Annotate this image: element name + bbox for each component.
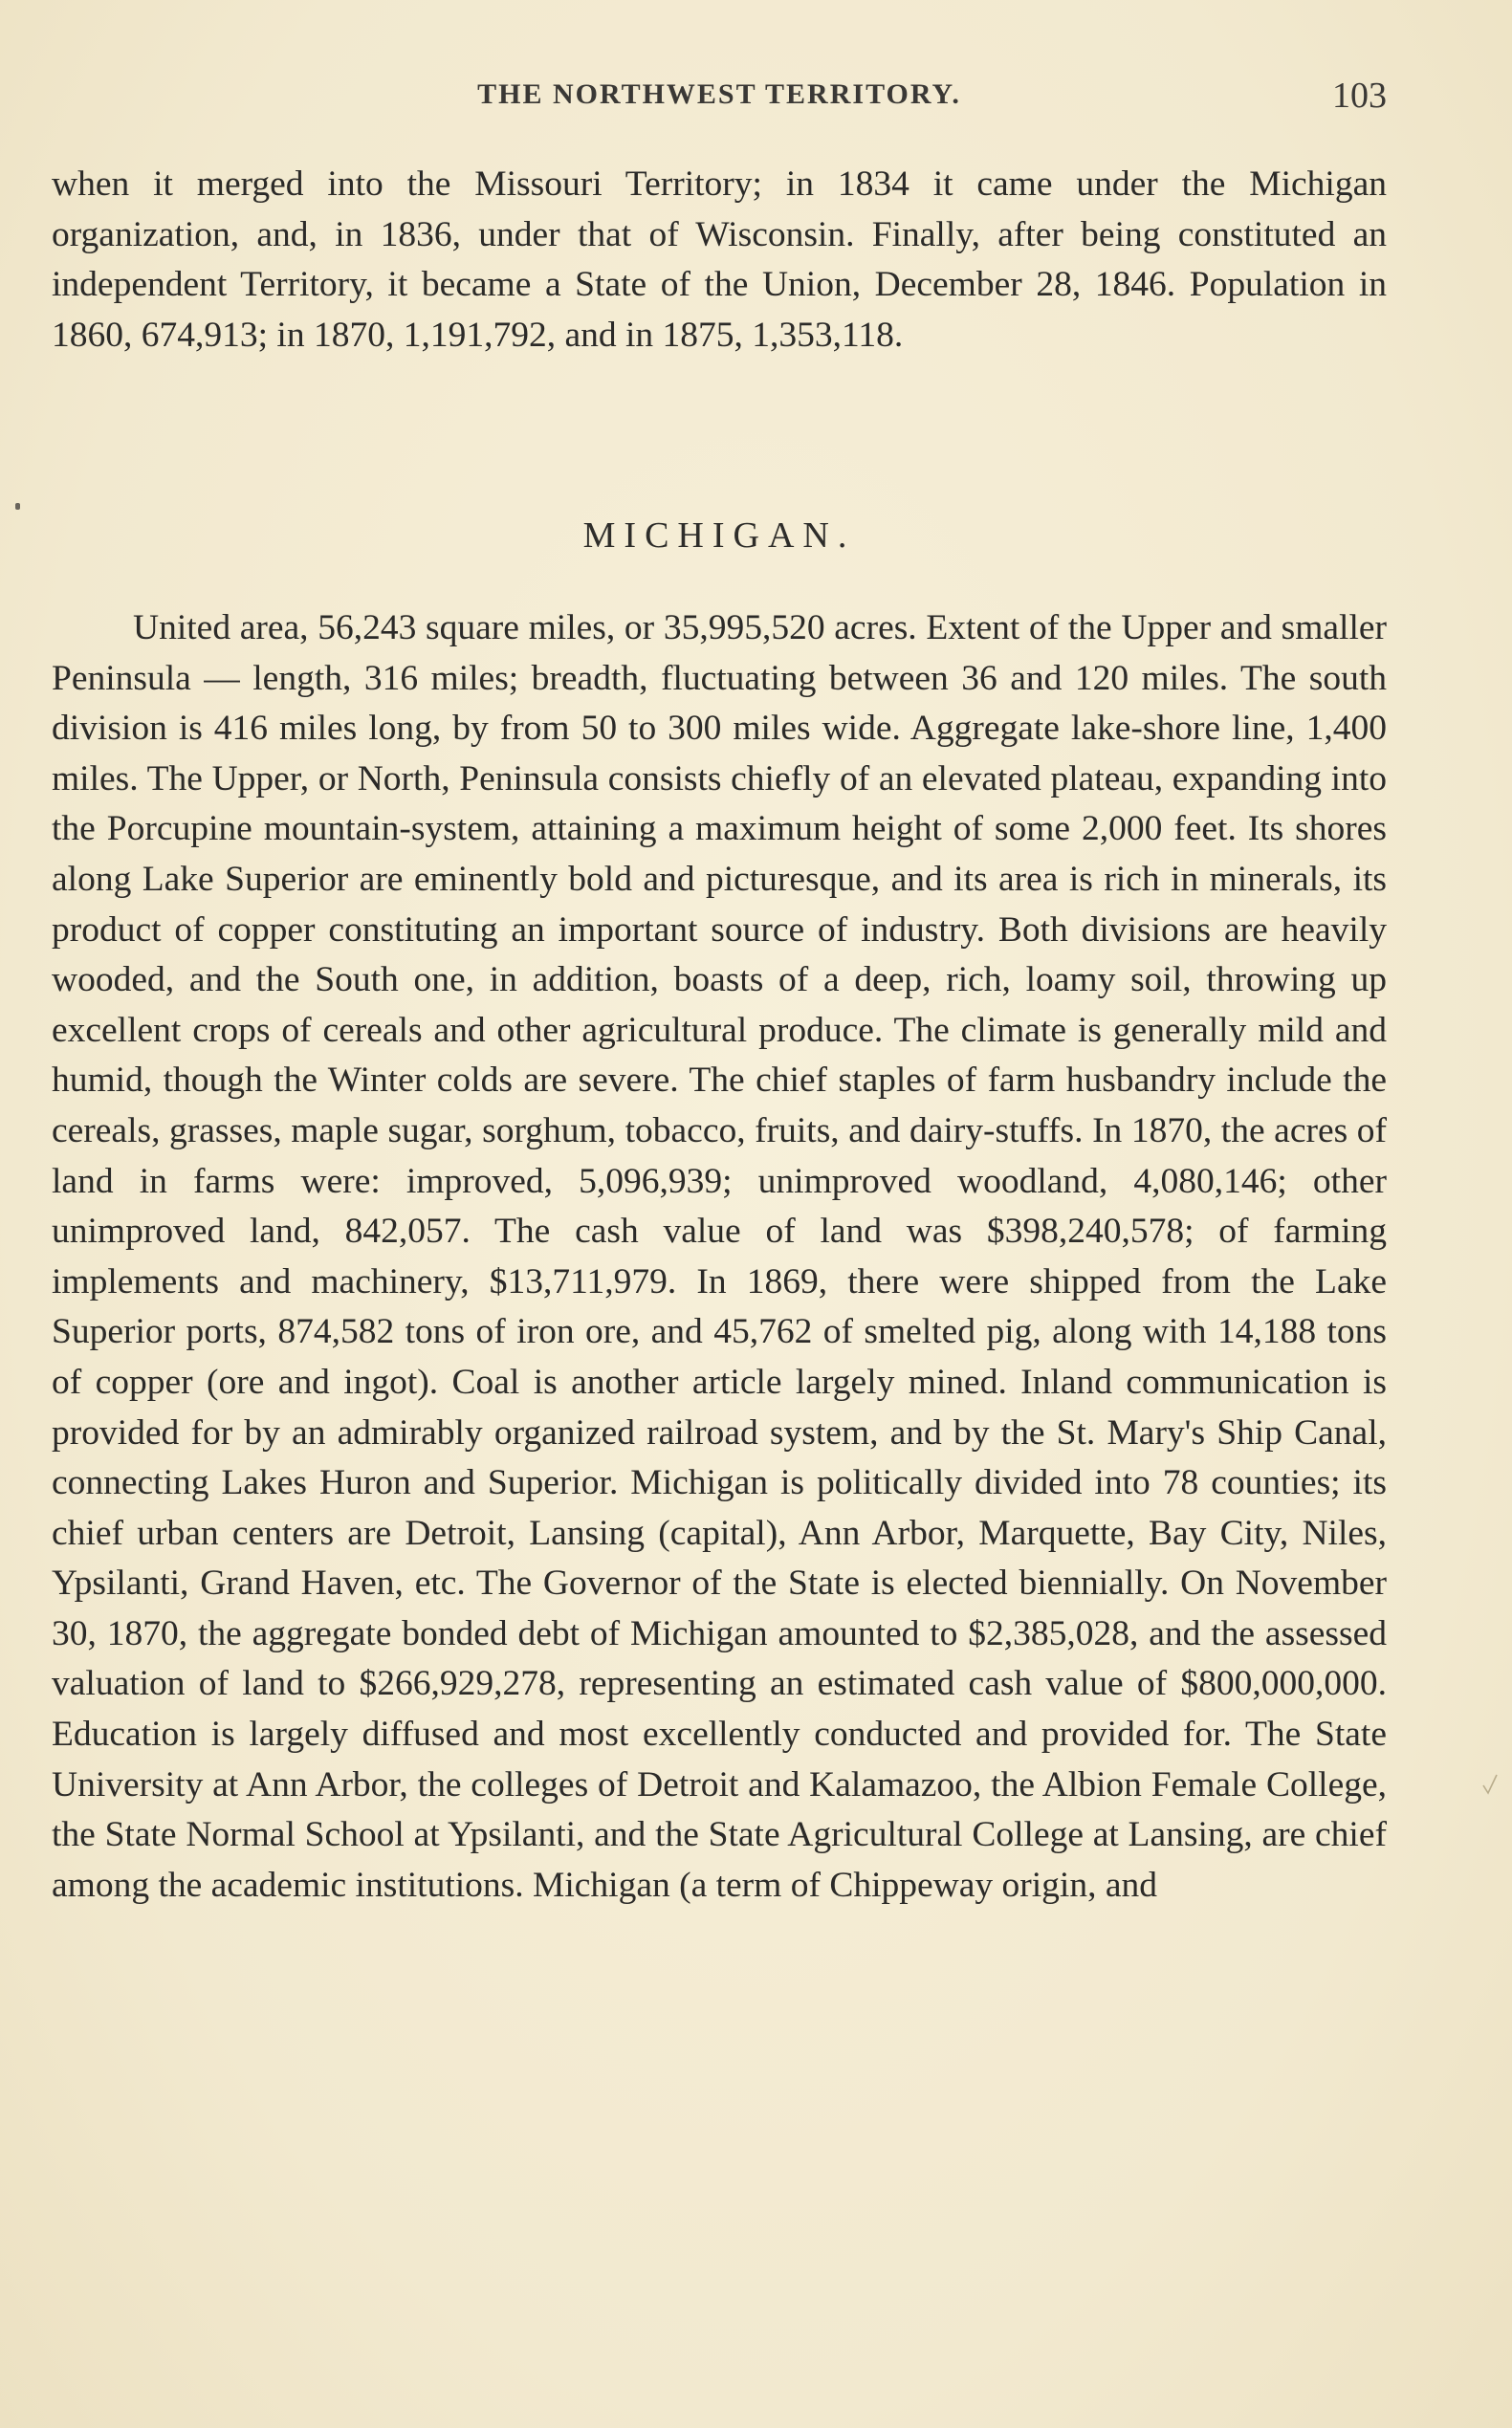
section-body-paragraph: United area, 56,243 square miles, or 35,995,520 acres. Extent of the Upper and smaller Peninsula — length, 316 miles; breadth, fluctuating between 36 and 120 miles. The south division is 416 miles long, by from 50 to 300 miles wide. Aggregate lake-shore line, 1,400 miles. The Upper, or North, Peninsula consists chiefly of an elevated plateau, expanding into the Porcupine mountain-system, attaining a maximum height of some 2,000 feet. Its shores along Lake Superior are eminently bold and picturesque, and its area is rich in minerals, its product of copper constituting an important source of industry. Both divisions are heavily wooded, and the South one, in addition, boasts of a deep, rich, loamy soil, throwing up excellent crops of cereals and other agricultural produce. The climate is generally mild and humid, though the Winter colds are severe. The chief staples of farm husbandry include the cereals, grasses, maple sugar, sorghum, tobacco, fruits, and dairy-stuffs. In 1870, the acres of land in farms were: improved, 5,096,939; unimproved woodland, 4,080,146; other unimproved land, 842,057. The cash value of land was $398,240,578; of farming implements and machinery, $13,711,979. In 1869, there were shipped from the Lake Superior ports, 874,582 tons of iron ore, and 45,762 of smelted pig, along with 14,188 tons of copper (ore and ingot). Coal is another article largely mined. Inland communication is provided for by an admirably organized railroad system, and by the St. Mary's Ship Canal, connecting Lakes Huron and Superior. Michigan is politically divided into 78 counties; its chief urban centers are Detroit, Lansing (capital), Ann Arbor, Marquette, Bay City, Niles, Ypsilanti, Grand Haven, etc. The Governor of the State is elected biennially. On November 30, 1870, the aggregate bonded debt of Michigan amounted to $2,385,028, and the assessed valuation of land to $266,929,278, representing an estimated cash value of $800,000,000. Education is largely diffused and most excellently conducted and provided for. The State University at Ann Arbor, the colleges of Detroit and Kalamazoo, the Albion Female College, the State Normal School at Ypsilanti, and the State Agricultural College at Lansing, are chief among the academic institutions. Michigan (a term of Chippeway origin, and [52,608,1387,1905]
section-heading: MICHIGAN. [582,515,856,556]
running-title: THE NORTHWEST TERRITORY. [477,78,961,110]
page-number: 103 [1332,76,1387,116]
margin-pencil-tick-mark [1481,1772,1499,1797]
running-head [52,75,1387,122]
margin-dot-mark [15,503,20,510]
continued-paragraph: when it merged into the Missouri Territory; in 1834 it came under the Michigan organization, and, in 1836, under that of Wisconsin. Finally, after being constituted an independent Territory, it became a State of the Union, December 28, 1846. Population in 1860, 674,913; in 1870, 1,191,792, and in 1875, 1,353,118. [52,164,1387,355]
